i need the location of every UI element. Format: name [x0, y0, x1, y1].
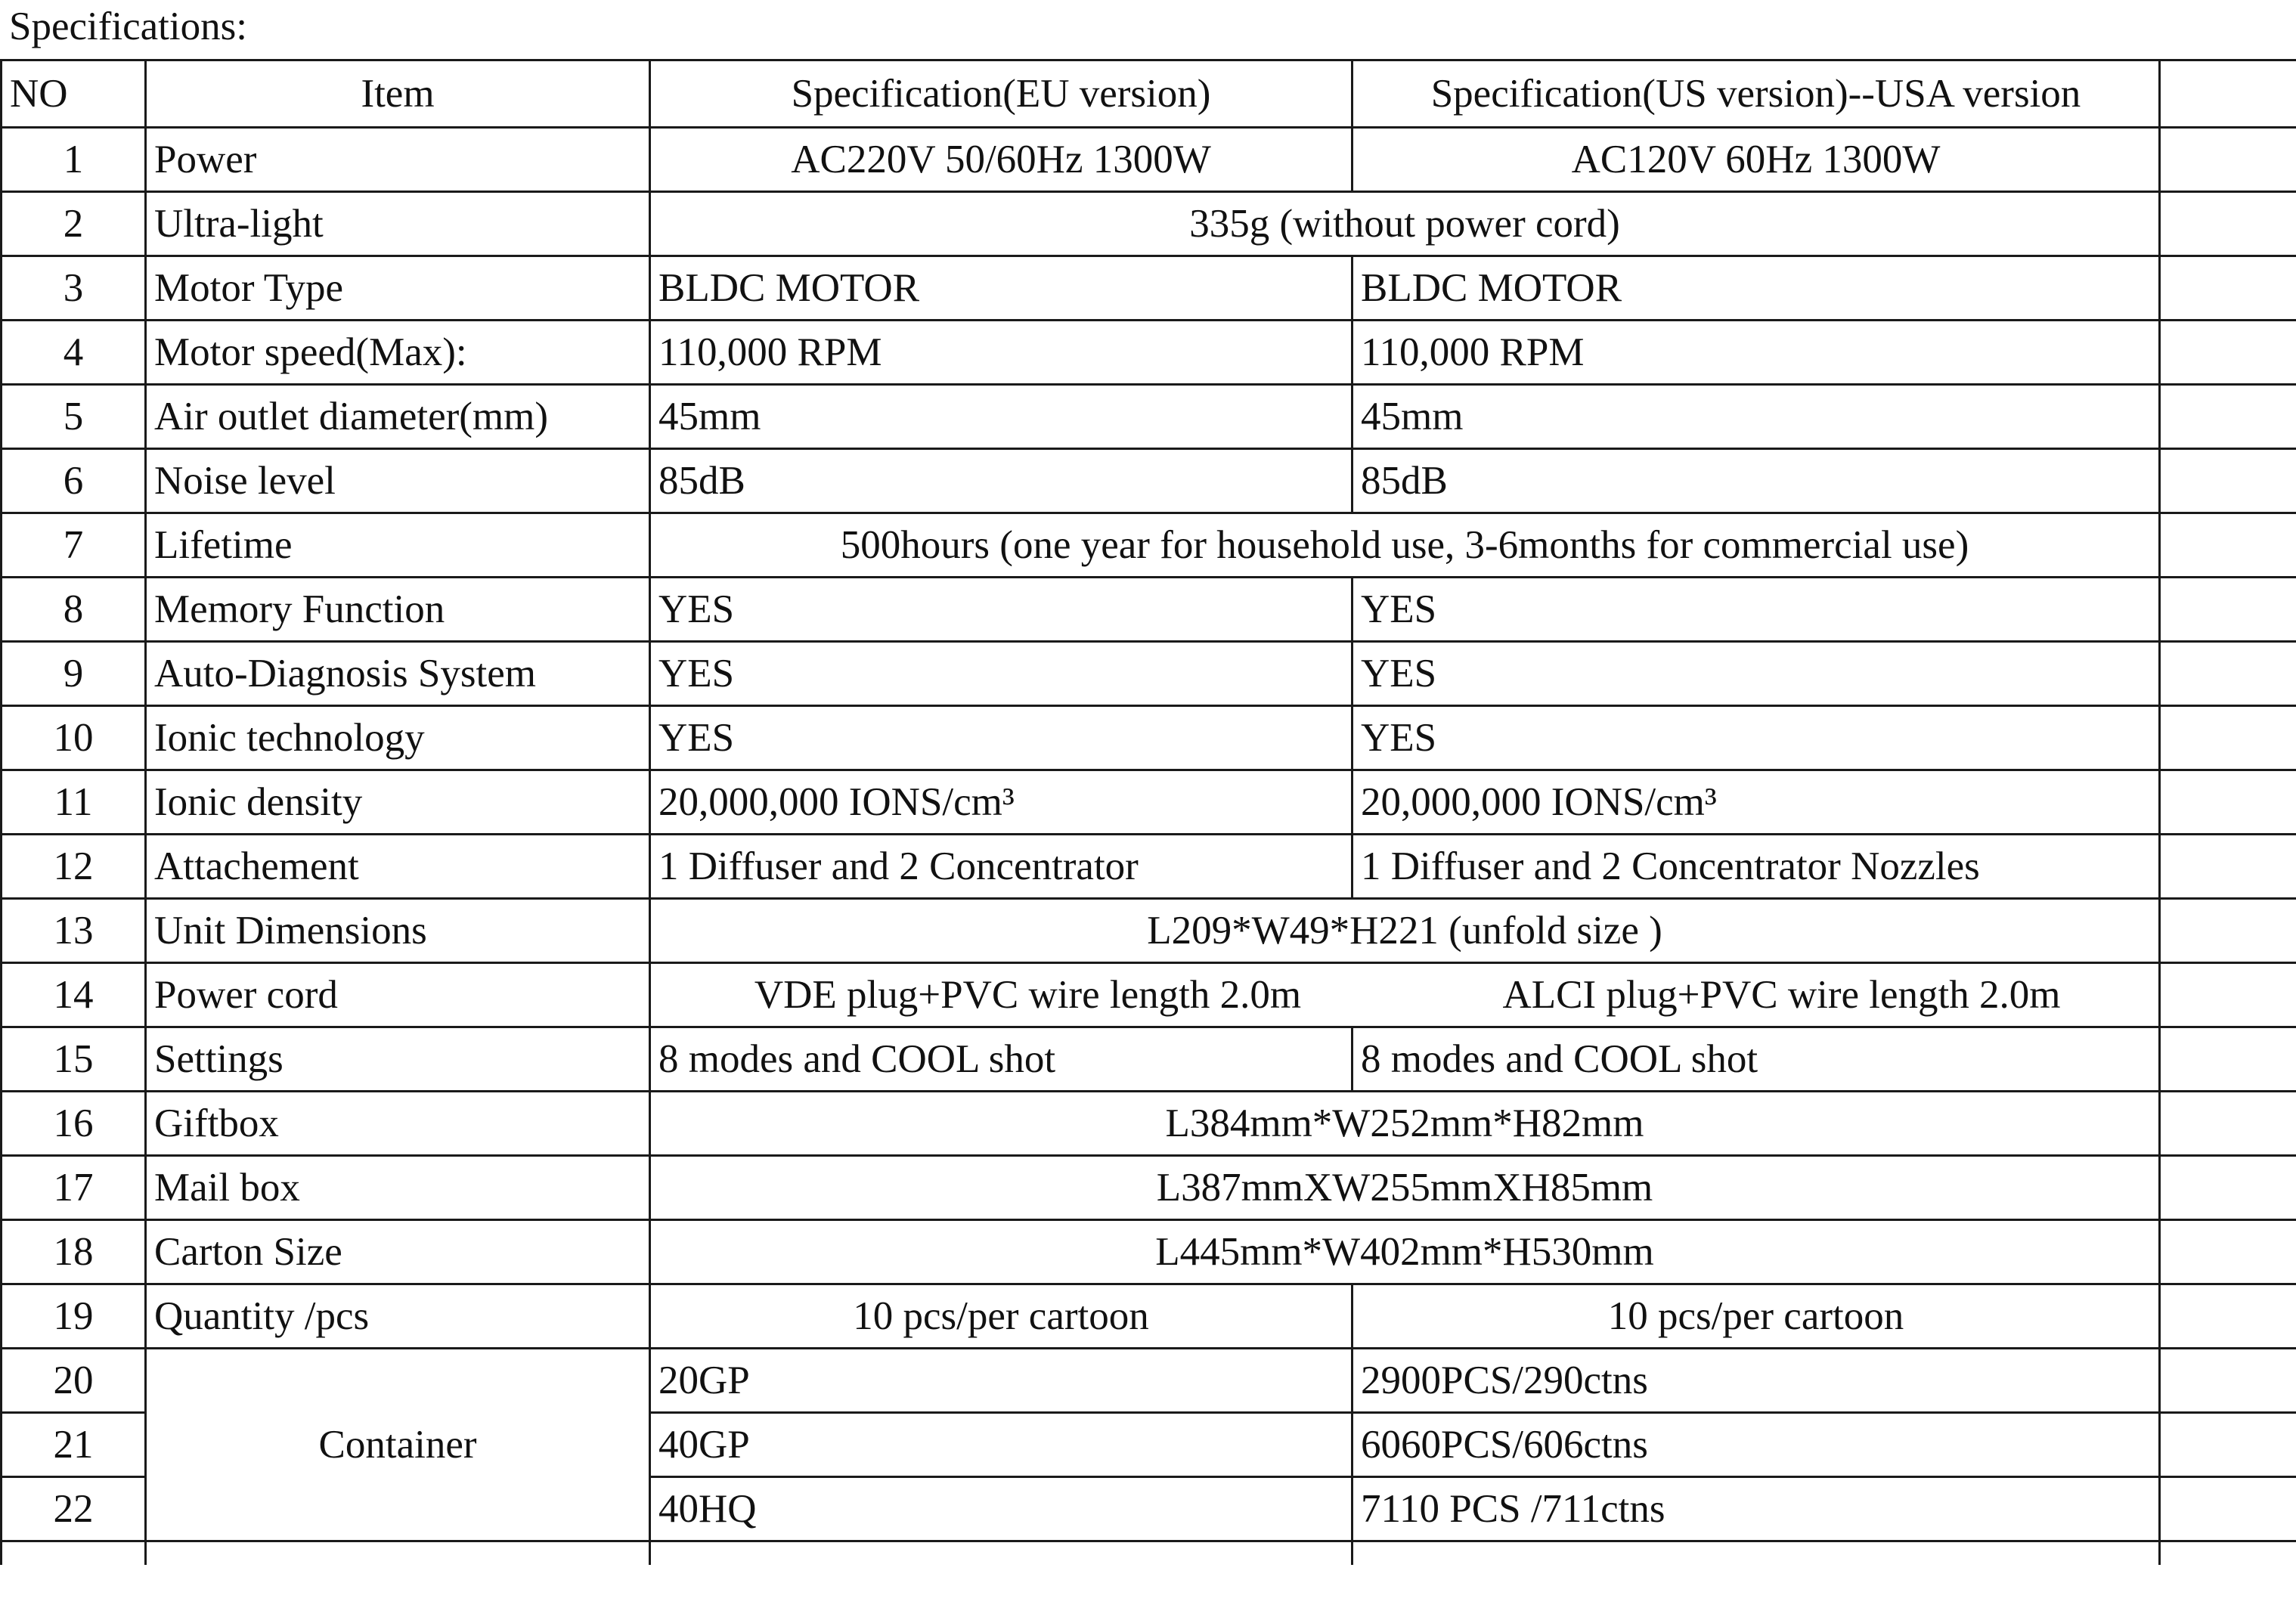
row-spec-eu: 40GP: [650, 1413, 1353, 1477]
row-spec-us: 6060PCS/606ctns: [1353, 1413, 2160, 1477]
table-row: [2, 385, 2296, 449]
row-spec-eu: 20,000,000 IONS/cm³: [650, 770, 1353, 835]
row-blank-cell: [2160, 1477, 2296, 1541]
row-blank-cell: [2160, 449, 2296, 513]
row-item: Mail box: [146, 1156, 650, 1220]
row-item: Ionic technology: [146, 706, 650, 770]
row-item: Memory Function: [146, 578, 650, 642]
table-row: [2, 1220, 2296, 1284]
row-blank-cell: [2160, 1284, 2296, 1349]
row-blank-cell: [2160, 770, 2296, 835]
row-number: 17: [2, 1156, 146, 1220]
row-spec-us: 2900PCS/290ctns: [1353, 1349, 2160, 1413]
row-blank-cell: [2160, 1349, 2296, 1413]
row-spec-us: YES: [1353, 642, 2160, 706]
table-row: [2, 1349, 2296, 1413]
row-number: 20: [2, 1349, 146, 1413]
row-blank-cell: [2160, 706, 2296, 770]
row-number: 15: [2, 1027, 146, 1092]
row-blank-cell: [2160, 963, 2296, 1027]
row-item: Auto-Diagnosis System: [146, 642, 650, 706]
row-number: 14: [2, 963, 146, 1027]
row-number: 2: [2, 192, 146, 256]
row-spec-us: BLDC MOTOR: [1353, 256, 2160, 321]
row-number: 16: [2, 1092, 146, 1156]
row-blank-cell: [2160, 128, 2296, 192]
row-spec-eu: 40HQ: [650, 1477, 1353, 1541]
partial-cell: [2, 1541, 146, 1566]
row-blank-cell: [2160, 192, 2296, 256]
row-item: Noise level: [146, 449, 650, 513]
row-spec-us: 45mm: [1353, 385, 2160, 449]
row-blank-cell: [2160, 513, 2296, 578]
row-blank-cell: [2160, 835, 2296, 899]
row-number: 5: [2, 385, 146, 449]
row-spec-eu: YES: [650, 642, 1353, 706]
row-spec-merged: [650, 963, 2160, 1027]
header-item: Item: [146, 60, 650, 128]
table-row: [2, 835, 2296, 899]
row-blank-cell: [2160, 1156, 2296, 1220]
table-row: [2, 770, 2296, 835]
row-item: Ionic density: [146, 770, 650, 835]
row-spec-merged: L445mm*W402mm*H530mm: [650, 1220, 2160, 1284]
row-number: 13: [2, 899, 146, 963]
partial-cell: [650, 1541, 1353, 1566]
row-item: Carton Size: [146, 1220, 650, 1284]
spec-table: [0, 59, 2296, 1565]
row-blank-cell: [2160, 578, 2296, 642]
row-blank-cell: [2160, 1220, 2296, 1284]
row-item: Power: [146, 128, 650, 192]
row-spec-us: YES: [1353, 578, 2160, 642]
row-spec-us: 1 Diffuser and 2 Concentrator Nozzles: [1353, 835, 2160, 899]
row-spec-eu: 8 modes and COOL shot: [650, 1027, 1353, 1092]
row-spec-us: YES: [1353, 706, 2160, 770]
row-spec-eu: 85dB: [650, 449, 1353, 513]
row-item: Quantity /pcs: [146, 1284, 650, 1349]
row-item: Power cord: [146, 963, 650, 1027]
row-number: 12: [2, 835, 146, 899]
row-item: Lifetime: [146, 513, 650, 578]
row-spec-merged: 500hours (one year for household use, 3-6months for commercial use): [650, 513, 2160, 578]
partial-cell: [2160, 1541, 2296, 1566]
row-number: 18: [2, 1220, 146, 1284]
header-us-spec: Specification(US version)--USA version: [1353, 60, 2160, 128]
row-blank-cell: [2160, 1413, 2296, 1477]
row-blank-cell: [2160, 321, 2296, 385]
row-spec-eu: AC220V 50/60Hz 1300W: [650, 128, 1353, 192]
table-row: [2, 192, 2296, 256]
row-spec-us: 110,000 RPM: [1353, 321, 2160, 385]
row-spec-us: 7110 PCS /711ctns: [1353, 1477, 2160, 1541]
row-spec-merged: 335g (without power cord): [650, 192, 2160, 256]
row-number: 7: [2, 513, 146, 578]
table-row: [2, 706, 2296, 770]
row-spec-us: 85dB: [1353, 449, 2160, 513]
row-spec-eu: 110,000 RPM: [650, 321, 1353, 385]
row-item: Unit Dimensions: [146, 899, 650, 963]
table-row: [2, 1027, 2296, 1092]
spec-us-text: ALCI plug+PVC wire length 2.0m: [1502, 973, 2061, 1017]
table-row: [2, 1092, 2296, 1156]
spec-table-body: [2, 60, 2296, 1566]
row-blank-cell: [2160, 899, 2296, 963]
row-spec-eu: 1 Diffuser and 2 Concentrator: [650, 835, 1353, 899]
partial-cell: [1353, 1541, 2160, 1566]
table-row: [2, 963, 2296, 1027]
row-number: 1: [2, 128, 146, 192]
header-row: [2, 60, 2296, 128]
row-blank-cell: [2160, 642, 2296, 706]
row-item: Attachement: [146, 835, 650, 899]
table-row: [2, 128, 2296, 192]
row-blank-cell: [2160, 385, 2296, 449]
header-eu-spec: Specification(EU version): [650, 60, 1353, 128]
row-spec-eu: YES: [650, 706, 1353, 770]
row-blank-cell: [2160, 256, 2296, 321]
row-spec-us: 10 pcs/per cartoon: [1353, 1284, 2160, 1349]
row-number: 8: [2, 578, 146, 642]
row-spec-us: 20,000,000 IONS/cm³: [1353, 770, 2160, 835]
row-spec-us: AC120V 60Hz 1300W: [1353, 128, 2160, 192]
row-spec-eu: YES: [650, 578, 1353, 642]
row-number: 10: [2, 706, 146, 770]
row-item: Motor Type: [146, 256, 650, 321]
row-spec-eu: 45mm: [650, 385, 1353, 449]
row-item: Container: [146, 1349, 650, 1541]
row-number: 4: [2, 321, 146, 385]
row-item: Ultra-light: [146, 192, 650, 256]
row-spec-eu: 20GP: [650, 1349, 1353, 1413]
table-row: [2, 256, 2296, 321]
row-number: 22: [2, 1477, 146, 1541]
sheet-title: Specifications:: [9, 5, 247, 48]
row-spec-merged: L384mm*W252mm*H82mm: [650, 1092, 2160, 1156]
table-row: [2, 449, 2296, 513]
row-blank-cell: [2160, 1027, 2296, 1092]
row-number: 21: [2, 1413, 146, 1477]
row-blank-cell: [2160, 1092, 2296, 1156]
table-row: [2, 321, 2296, 385]
table-row-partial: [2, 1541, 2296, 1566]
row-item: Giftbox: [146, 1092, 650, 1156]
table-row: [2, 642, 2296, 706]
row-spec-merged: L209*W49*H221 (unfold size ): [650, 899, 2160, 963]
table-row: [2, 1156, 2296, 1220]
table-row: [2, 578, 2296, 642]
header-no: NO: [2, 60, 146, 128]
table-row: [2, 899, 2296, 963]
table-row: [2, 1284, 2296, 1349]
row-spec-us: 8 modes and COOL shot: [1353, 1027, 2160, 1092]
row-item: Motor speed(Max):: [146, 321, 650, 385]
row-item: Air outlet diameter(mm): [146, 385, 650, 449]
row-number: 9: [2, 642, 146, 706]
row-number: 11: [2, 770, 146, 835]
row-number: 6: [2, 449, 146, 513]
header-blank-cell: [2160, 60, 2296, 128]
row-spec-eu: BLDC MOTOR: [650, 256, 1353, 321]
row-number: 19: [2, 1284, 146, 1349]
row-number: 3: [2, 256, 146, 321]
table-row: [2, 513, 2296, 578]
row-item: Settings: [146, 1027, 650, 1092]
row-spec-eu: 10 pcs/per cartoon: [650, 1284, 1353, 1349]
row-spec-merged: L387mmXW255mmXH85mm: [650, 1156, 2160, 1220]
spec-eu-text: VDE plug+PVC wire length 2.0m: [754, 973, 1302, 1017]
partial-cell: [146, 1541, 650, 1566]
